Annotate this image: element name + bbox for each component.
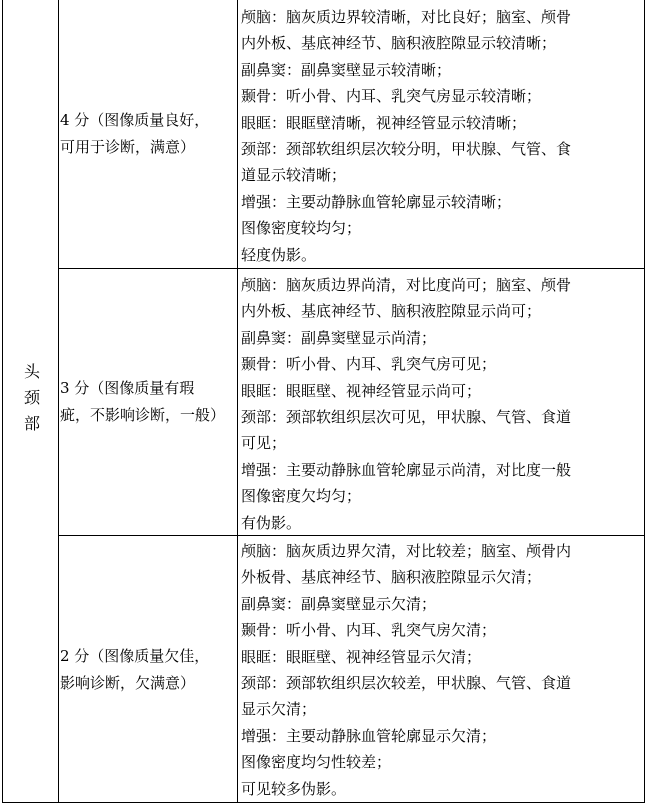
criteria-line: 轻度伪影。 (241, 245, 317, 264)
criteria-line: 颞骨：听小骨、内耳、乳突气房欠清； (241, 621, 497, 640)
score-line: 可用于诊断，满意） (60, 138, 196, 156)
table-border-left (2, 0, 3, 803)
criteria-line: 增强：主要动静脉血管轮廓显示较清晰； (241, 192, 512, 211)
row-divider-1 (58, 268, 645, 269)
criteria-line: 颞骨：听小骨、内耳、乳突气房可见； (241, 355, 497, 374)
table-border-bottom (2, 802, 645, 803)
criteria-line: 可见较多伪影。 (241, 779, 347, 798)
criteria-line: 有伪影。 (241, 513, 302, 532)
criteria-line: 眼眶：眼眶壁清晰，视神经管显示较清晰； (241, 113, 527, 132)
criteria-line: 内外板、基底神经节、脑积液腔隙显示较清晰； (241, 34, 557, 53)
score-line: 影响诊断，欠满意） (60, 674, 196, 692)
criteria-line: 副鼻窦：副鼻窦壁显示欠清； (241, 594, 437, 613)
criteria-line: 图像密度均匀性较差； (241, 753, 392, 772)
column-divider-1 (58, 0, 59, 803)
score-line: 疵，不影响诊断，一般） (60, 406, 226, 424)
column-divider-2 (237, 0, 238, 803)
criteria-line: 颞骨：听小骨、内耳、乳突气房显示较清晰； (241, 87, 542, 106)
criteria-line: 可见； (241, 434, 287, 453)
criteria-line: 道显示较清晰； (241, 166, 347, 185)
criteria-line: 副鼻窦：副鼻窦壁显示尚清； (241, 328, 437, 347)
criteria-line: 眼眶：眼眶壁、视神经管显示欠清； (241, 647, 482, 666)
criteria-line: 颅脑：脑灰质边界欠清，对比较差；脑室、颅骨内 (241, 542, 572, 560)
criteria-line: 颈部：颈部软组织层次较差，甲状腺、气管、食道 (241, 673, 572, 692)
criteria-line: 内外板、基底神经节、脑积液腔隙显示尚可； (241, 302, 542, 321)
region-label: 头颈部 (21, 363, 41, 441)
criteria-line: 图像密度欠均匀； (241, 487, 362, 506)
score-4-label (60, 107, 235, 161)
criteria-line: 副鼻窦：副鼻窦壁显示较清晰； (241, 60, 452, 79)
criteria-line: 显示欠清； (241, 700, 317, 719)
criteria-line: 增强：主要动静脉血管轮廓显示欠清； (241, 726, 497, 745)
score-2-criteria (241, 538, 644, 802)
criteria-line: 增强：主要动静脉血管轮廓显示尚清，对比度一般 (241, 460, 572, 479)
criteria-line: 外板骨、基底神经节、脑积液腔隙显示欠清； (241, 568, 542, 587)
table-border-right (644, 0, 645, 803)
score-3-label (60, 375, 235, 429)
criteria-line: 颈部：颈部软组织层次可见，甲状腺、气管、食道 (241, 407, 572, 426)
score-4-criteria (241, 4, 644, 268)
criteria-line: 颅脑：脑灰质边界尚清，对比度尚可；脑室、颅骨 (241, 276, 572, 294)
score-line: 2 分（图像质量欠佳， (60, 647, 210, 665)
criteria-line: 眼眶：眼眶壁、视神经管显示尚可； (241, 381, 482, 400)
score-line: 3 分（图像质量有瑕 (60, 379, 195, 397)
criteria-line: 图像密度较均匀； (241, 219, 362, 238)
score-line: 4 分（图像质量良好， (60, 111, 210, 129)
score-2-label (60, 643, 235, 697)
criteria-line: 颅脑：脑灰质边界较清晰，对比良好；脑室、颅骨 (241, 8, 572, 26)
score-3-criteria (241, 272, 644, 536)
criteria-line: 颈部：颈部软组织层次较分明，甲状腺、气管、食 (241, 139, 572, 158)
